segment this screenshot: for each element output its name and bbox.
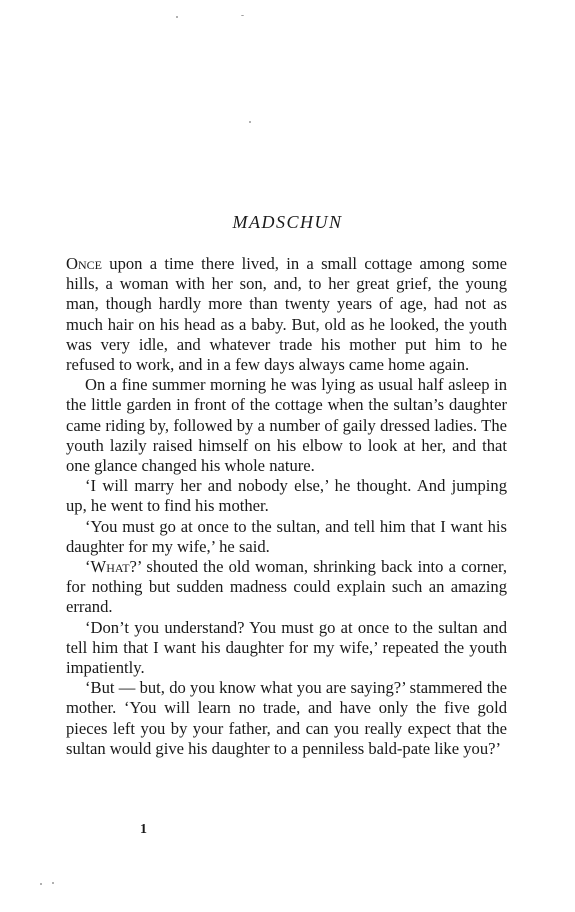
scan-speck	[241, 15, 244, 16]
small-caps-word: What	[90, 557, 130, 577]
story-text	[66, 254, 507, 759]
paragraph: ‘But — but, do you know what you are saying?’ stammered the mother. ‘You will learn no trade, and have only the five gold pieces left you by your father, and can you really expect that the sultan would give his daughter to a penniless bald-pate like you?’	[66, 678, 507, 758]
scan-speck	[176, 16, 178, 18]
scan-speck	[40, 883, 42, 885]
scan-speck	[52, 882, 54, 884]
scan-speck	[249, 121, 251, 123]
paragraph: ‘Don’t you understand? You must go at once to the sultan and tell him that I want his daughter for my wife,’ repeated the youth impatiently.	[66, 617, 507, 678]
paragraph	[66, 254, 507, 375]
paragraph: On a fine summer morning he was lying as usual half asleep in the little garden in front of the cottage when the sultan’s daughter came riding by, followed by a number of gaily dressed ladies. The youth lazily raised himself on his elbow to look at her, and that one glance changed his whole nature.	[66, 375, 507, 476]
opening-quote: ‘	[85, 557, 91, 577]
paragraph: ‘You must go at once to the sultan, and tell him that I want his daughter for my wife,’ he said.	[66, 516, 507, 556]
paragraph: ‘I will marry her and nobody else,’ he thought. And jumping up, he went to find his mother.	[66, 476, 507, 516]
chapter-title: MADSCHUN	[232, 212, 343, 232]
paragraph	[66, 557, 507, 618]
small-caps-lead: Once	[66, 254, 102, 273]
page-number: 1	[140, 822, 147, 837]
paragraph-text: ?’ shouted the old woman, shrinking back into a corner, for nothing but sudden madness could explain such an amazing errand.	[66, 557, 507, 617]
paragraph-text: upon a time there lived, in a small cottage among some hills, a woman with her son, and, to her great grief, the young man, though hardly more than twenty years of age, had not as much hair on his head as a baby. But, old as he looked, the youth was very idle, and whatever trade his mother put him to he refused to work, and in a few days always came home again.	[66, 254, 507, 375]
